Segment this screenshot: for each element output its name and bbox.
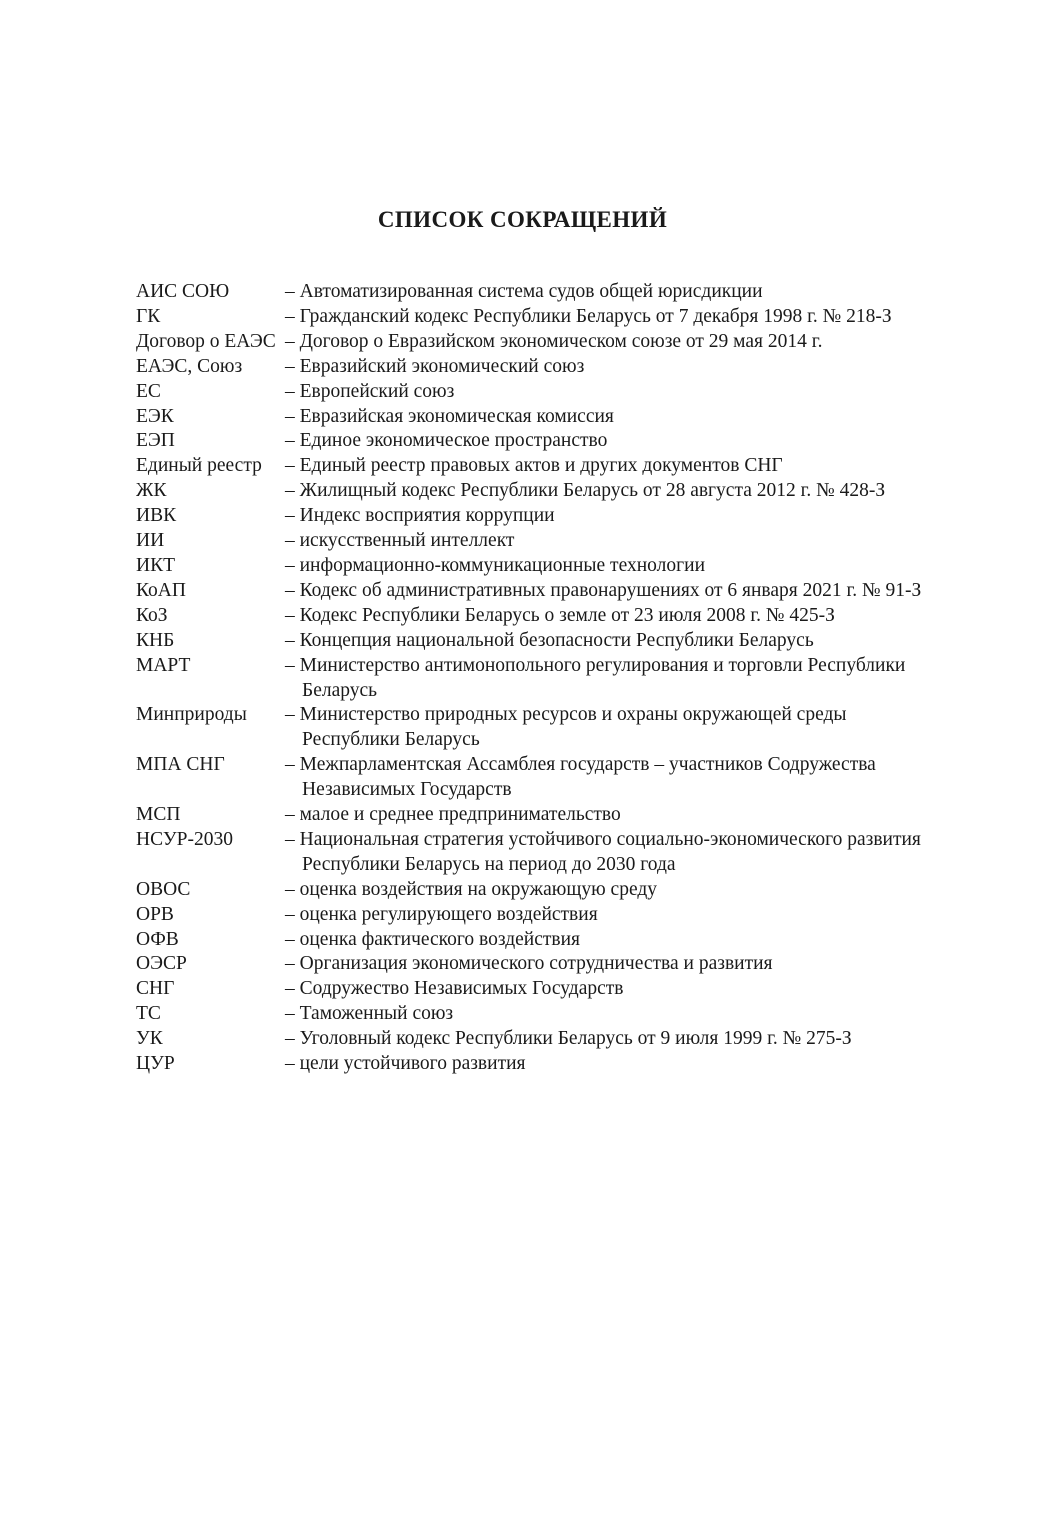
- page-title: СПИСОК СОКРАЩЕНИЙ: [377, 207, 668, 232]
- abbreviation-definition: – оценка регулирующего воздействия: [285, 903, 598, 925]
- abbreviation-term: ТС: [136, 1003, 161, 1025]
- abbreviation-term: ОЭСР: [136, 953, 187, 975]
- abbreviation-definition: – Гражданский кодекс Республики Беларусь от 7 декабря 1998 г. № 218-З: [285, 305, 892, 327]
- abbreviation-definition: – Организация экономического сотрудничества и развития: [285, 953, 773, 975]
- abbreviation-row: [136, 703, 926, 753]
- abbreviation-definition: – Евразийская экономическая комиссия: [285, 405, 614, 427]
- abbreviation-term: ОФВ: [136, 928, 179, 950]
- abbreviation-row: [136, 429, 926, 454]
- abbreviation-row: [136, 878, 926, 903]
- abbreviation-definition: – Автоматизированная система судов общей юрисдикции: [285, 281, 763, 302]
- abbreviation-row: [136, 977, 926, 1002]
- abbreviation-term: НСУР-2030: [136, 828, 233, 850]
- abbreviation-definition: – Концепция национальной безопасности Республики Беларусь: [285, 629, 814, 651]
- abbreviation-row: [136, 280, 926, 305]
- abbreviation-row: [136, 355, 926, 380]
- abbreviation-term: МСП: [136, 804, 181, 826]
- abbreviation-term: МПА СНГ: [136, 754, 225, 776]
- abbreviation-definition: – Национальная стратегия устойчивого социально-экономического развития Республики Беларусь на период до 2030 года: [285, 828, 921, 875]
- abbreviation-definition: – Содружество Независимых Государств: [285, 978, 624, 1000]
- abbreviation-definition: – оценка фактического воздействия: [285, 928, 581, 950]
- abbreviation-row: [136, 803, 926, 828]
- abbreviation-term: ЖК: [136, 480, 167, 502]
- abbreviation-definition: – Кодекс Республики Беларусь о земле от 23 июля 2008 г. № 425-З: [285, 604, 835, 626]
- abbreviation-term: ОВОС: [136, 878, 191, 900]
- abbreviation-definition: – цели устойчивого развития: [285, 1053, 526, 1075]
- abbreviation-row: [136, 903, 926, 928]
- abbreviation-term: УК: [136, 1028, 163, 1050]
- abbreviation-definition: – малое и среднее предпринимательство: [285, 804, 621, 826]
- abbreviation-list: [136, 280, 926, 1077]
- abbreviation-row: [136, 753, 926, 803]
- abbreviation-term: Минприроды: [136, 704, 247, 726]
- abbreviation-definition: – Межпарламентская Ассамблея государств – участников Содружества Независимых Государств: [285, 754, 876, 801]
- abbreviation-row: [136, 952, 926, 977]
- abbreviation-definition: – Министерство природных ресурсов и охраны окружающей среды Республики Беларусь: [285, 704, 847, 751]
- abbreviation-term: ОРВ: [136, 903, 174, 925]
- abbreviation-term: ИКТ: [136, 554, 175, 576]
- abbreviation-term: ИИ: [136, 530, 165, 552]
- abbreviation-definition: – Индекс восприятия коррупции: [285, 505, 555, 527]
- abbreviation-definition: – искусственный интеллект: [285, 530, 515, 552]
- abbreviation-term: ГК: [136, 305, 161, 327]
- abbreviation-row: [136, 405, 926, 430]
- abbreviation-definition: – Единый реестр правовых актов и других документов СНГ: [285, 455, 783, 477]
- abbreviation-definition: – Кодекс об административных правонарушениях от 6 января 2021 г. № 91-З: [285, 579, 922, 601]
- abbreviation-row: [136, 504, 926, 529]
- abbreviation-row: [136, 554, 926, 579]
- abbreviation-term: ЦУР: [136, 1053, 175, 1075]
- abbreviation-row: [136, 604, 926, 629]
- abbreviation-row: [136, 654, 926, 704]
- abbreviation-definition: – оценка воздействия на окружающую среду: [285, 878, 658, 900]
- abbreviation-term: АИС СОЮ: [136, 281, 230, 302]
- abbreviation-term: ЕЭП: [136, 430, 175, 452]
- abbreviation-row: [136, 479, 926, 504]
- abbreviation-definition: – Евразийский экономический союз: [285, 355, 585, 377]
- abbreviation-row: [136, 629, 926, 654]
- abbreviation-term: ИВК: [136, 505, 177, 527]
- abbreviation-term: КНБ: [136, 629, 175, 651]
- abbreviation-term: ЕС: [136, 380, 161, 402]
- abbreviation-row: [136, 380, 926, 405]
- abbreviation-definition: – Жилищный кодекс Республики Беларусь от 28 августа 2012 г. № 428-З: [285, 480, 886, 502]
- abbreviation-definition: – информационно-коммуникационные технологии: [285, 554, 706, 576]
- abbreviation-row: [136, 1002, 926, 1027]
- abbreviation-term: КоЗ: [136, 604, 168, 626]
- abbreviation-definition: – Единое экономическое пространство: [285, 430, 608, 452]
- abbreviation-term: ЕАЭС, Союз: [136, 355, 243, 377]
- abbreviation-row: [136, 305, 926, 330]
- abbreviation-term: СНГ: [136, 978, 175, 1000]
- abbreviation-definition: – Уголовный кодекс Республики Беларусь от 9 июля 1999 г. № 275-З: [285, 1028, 852, 1050]
- abbreviation-row: [136, 928, 926, 953]
- abbreviation-row: [136, 828, 926, 878]
- abbreviation-row: [136, 1052, 926, 1077]
- abbreviation-term: Единый реестр: [136, 455, 262, 477]
- abbreviation-definition: – Договор о Евразийском экономическом союзе от 29 мая 2014 г.: [285, 330, 823, 352]
- abbreviation-row: [136, 330, 926, 355]
- abbreviation-term: КоАП: [136, 579, 186, 601]
- abbreviation-term: МАРТ: [136, 654, 191, 676]
- abbreviation-definition: – Министерство антимонопольного регулирования и торговли Республики Беларусь: [285, 654, 906, 701]
- abbreviation-term: Договор о ЕАЭС: [136, 330, 276, 352]
- abbreviation-row: [136, 1027, 926, 1052]
- abbreviation-row: [136, 579, 926, 604]
- abbreviation-row: [136, 454, 926, 479]
- abbreviation-row: [136, 529, 926, 554]
- abbreviation-term: ЕЭК: [136, 405, 174, 427]
- abbreviation-definition: – Европейский союз: [285, 380, 455, 402]
- abbreviation-definition: – Таможенный союз: [285, 1003, 454, 1025]
